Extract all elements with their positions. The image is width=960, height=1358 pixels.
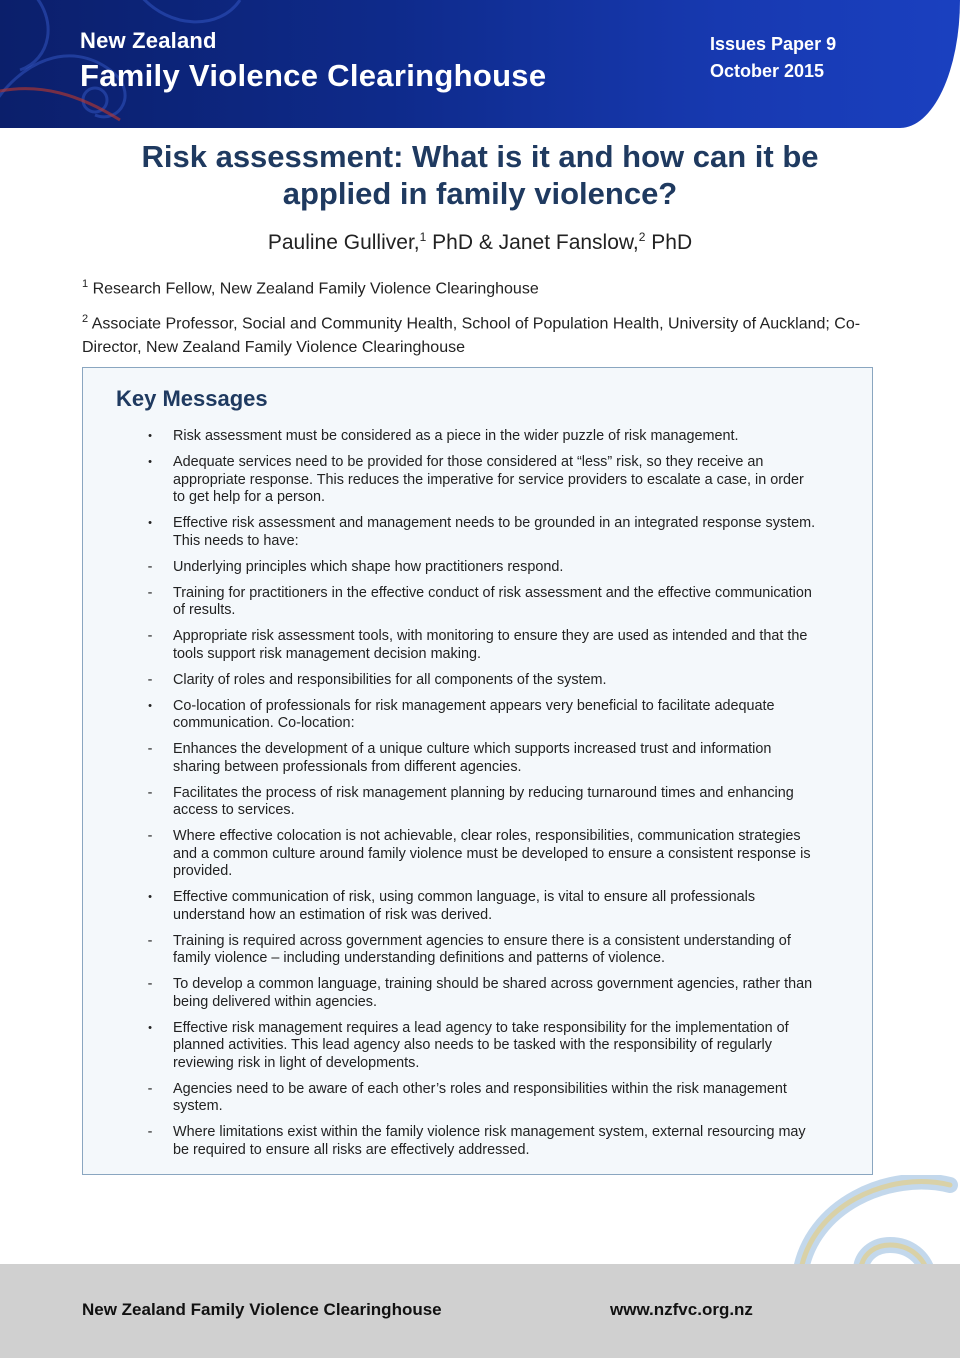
key-message-subitem [83,672,874,690]
header-banner [0,0,960,128]
key-message-text: Adequate services need to be provided for those considered at “less” risk, so they receive an appropriate response. This reduces the imperative for service providers to escalate a case, in order to get help for a person. [173,454,804,505]
key-message-text: Co-location of professionals for risk management appears very beneficial to facilitate adequate communication. Co-location: [173,697,775,731]
key-message-subitem [83,628,874,663]
key-messages-heading: Key Messages [116,386,268,411]
key-message-subitem [83,1124,874,1159]
dash-marker: - [147,828,153,844]
key-message-text: Agencies need to be aware of each other’s roles and responsibilities within the risk management system. [173,1080,787,1114]
author-2: PhD & Janet Fanslow, [426,231,639,254]
title-line-1: Risk assessment: What is it and how can it be [141,139,819,174]
key-message-text: Facilitates the process of risk management planning by reducing turnaround times and enhancing access to services. [173,784,794,818]
key-message-subitem [83,1081,874,1116]
key-message-item [83,698,874,733]
key-message-subitem [83,585,874,620]
bullet-marker: • [148,1021,152,1034]
author-2-affiliation-ref: 2 [638,230,646,244]
key-message-subitem [83,828,874,881]
bullet-marker: • [148,456,152,468]
key-message-text: To develop a common language, training should be shared across government agencies, rather than being delivered within agencies. [173,976,813,1010]
issue-date: October 2015 [710,61,825,81]
dash-marker: - [147,1124,153,1140]
key-message-text: Clarity of roles and responsibilities for all components of the system. [173,671,607,688]
key-messages-list [83,428,874,1168]
key-message-text: Effective risk assessment and management needs to be grounded in an integrated response system. This needs to have: [173,515,816,549]
key-message-text: Enhances the development of a unique culture which supports increased trust and information sharing between professionals from different agencies. [173,741,772,775]
dash-marker: - [147,976,153,992]
footer-website-link[interactable]: www.nzfvc.org.nz [610,1300,753,1319]
author-1: Pauline Gulliver, [267,231,420,254]
footer-org-name: New Zealand Family Violence Clearinghouse [82,1300,442,1319]
key-message-text: Training for practitioners in the effective conduct of risk assessment and the effective communication of results. [173,584,812,618]
key-message-text: Underlying principles which shape how practitioners respond. [173,558,564,575]
author-1-affiliation-ref: 1 [419,230,427,244]
dash-marker: - [147,741,153,757]
org-name-line1: New Zealand [80,28,217,53]
key-messages-box [82,367,873,1175]
key-message-item [83,428,874,446]
key-message-subitem [83,559,874,577]
key-message-subitem [83,976,874,1011]
bullet-marker: • [148,699,152,712]
key-message-item [83,1020,874,1073]
key-message-text: Training is required across government agencies to ensure there is a consistent understanding of family violence – including understanding definitions and patterns of violence. [173,932,791,966]
key-message-text: Effective communication of risk, using common language, is vital to ensure all professionals understand how an estimation of risk was derived. [173,889,756,923]
bullet-marker: • [148,517,152,529]
dash-marker: - [147,671,153,688]
key-message-text: Where effective colocation is not achievable, clear roles, responsibilities, communication strategies and a common culture around family violence must be developed to ensure a consistent response is provided. [173,828,811,879]
affiliation-2: $^2$ Associate Professor, Social and Community Health, School of Population Health, University of Auckland; Co-Director, New Zealand Family Violence Clearinghouse [82,313,861,357]
issue-number: Issues Paper 9 [710,34,837,54]
dash-marker: - [147,932,153,949]
bullet-marker: • [148,430,152,442]
dash-marker: - [147,628,153,644]
key-message-subitem [83,933,874,968]
dash-marker: - [147,558,153,575]
bullet-marker: • [148,891,152,903]
key-message-text: Risk assessment must be considered as a piece in the wider puzzle of risk management. [173,428,739,444]
key-message-subitem [83,785,874,820]
affiliation-1: $^1$ Research Fellow, New Zealand Family Violence Clearinghouse [82,278,539,298]
author-2-degree: PhD [645,231,693,254]
key-message-item [83,889,874,924]
key-message-text: Where limitations exist within the family violence risk management system, external resourcing may be required to ensure all risks are effectively addressed. [173,1124,806,1158]
page-title [60,138,900,212]
key-message-text: Appropriate risk assessment tools, with monitoring to ensure they are used as intended and that the tools support risk management decision making. [173,628,808,662]
key-message-subitem [83,741,874,776]
dash-marker: - [147,1080,153,1097]
title-line-2: applied in family violence? [282,176,678,211]
org-name-line2: Family Violence Clearinghouse [80,58,547,93]
dash-marker: - [147,784,153,801]
authors-line [0,230,960,255]
dash-marker: - [147,584,153,601]
key-message-item [83,454,874,507]
footer [0,1264,960,1358]
key-message-text: Effective risk management requires a lead agency to take responsibility for the implementation of planned activities. This lead agency also needs to be tasked with the responsibility of regularly reviewing risk in light of developments. [173,1019,789,1071]
key-message-item [83,515,874,550]
